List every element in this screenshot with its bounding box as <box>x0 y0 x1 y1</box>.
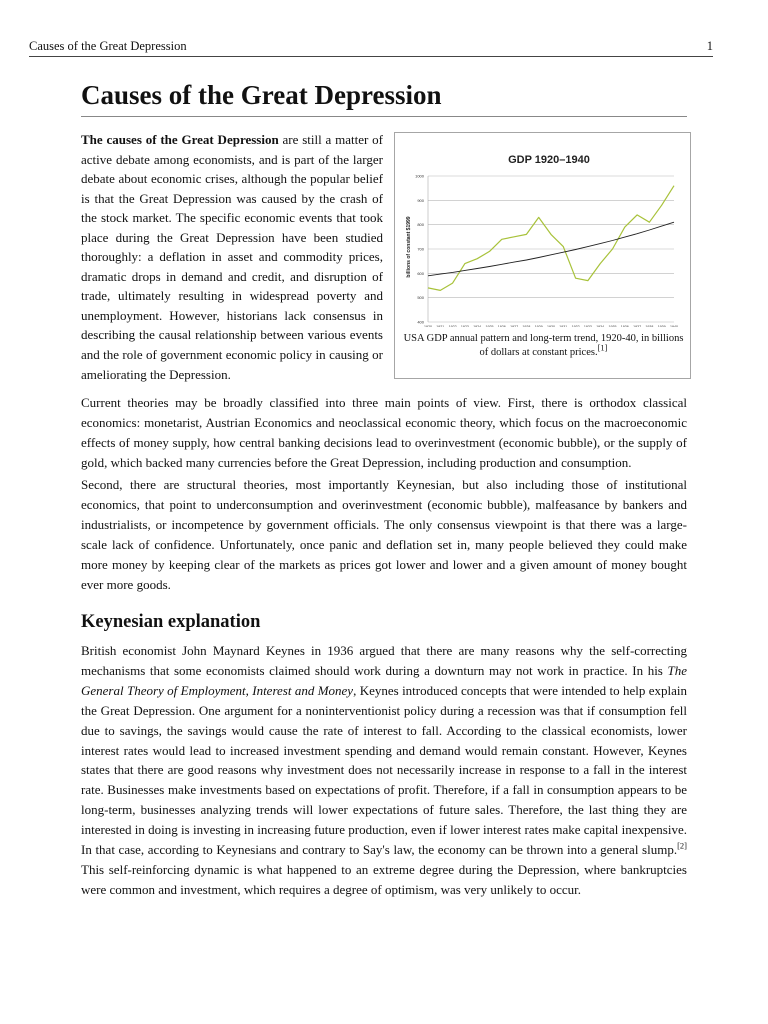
caption-ref-link[interactable]: [1] <box>597 342 608 352</box>
x-tick-label: 1926 <box>497 325 506 327</box>
paragraph-structural: Second, there are structural theories, most importantly Keynesian, but also including those of institutional economics, that point to underconsumption and overinvestment (economic bubble), malfeasance by bankers and industrialists, or incompetence by government officials. The only consensus viewpoint is that there was a large-scale lack of confidence. Unfortunately, once panic and deflation set in, many people believed they could make more money by keeping clear of the markets as prices got lower and lower and a given amount of money bought ever more goods. <box>81 477 687 592</box>
y-tick-label: 800 <box>417 222 424 228</box>
x-tick-label: 1940 <box>670 325 678 327</box>
x-tick-label: 1934 <box>596 325 605 327</box>
x-tick-label: 1932 <box>571 325 580 327</box>
chart-gridlines <box>428 176 674 322</box>
x-tick-label: 1928 <box>522 325 531 327</box>
x-tick-label: 1936 <box>620 325 629 327</box>
y-tick-label: 900 <box>417 197 424 203</box>
gdp-chart <box>399 137 686 327</box>
keynesian-text-2: , Keynes introduced concepts that were intended to help explain the Great Depression. One argument for a noninterventionist policy during a recession was that if consumption fell due to savings, the savings would cause the rate of interest to fall. According to the classical economists, lower interest rates would lead to increased investment spending and demand would remain constant. However, Keynes states that there are good reasons why investment does not necessarily increase in response to a fall in the interest rate. Businesses make investments based on expectations of profit. Therefore, if a fall in consumption appears to be long-term, businesses analyzing trends will lower expectations of future sales. Therefore, the last thing they are interested in doing is investing in increasing future production, even if lower interest rates make capital inexpensive. In that case, according to Keynesians and contrary to Say's law, the economy can be thrown into a general slump. <box>81 682 687 858</box>
y-tick-label: 700 <box>417 246 424 252</box>
chart-y-ticks <box>415 174 425 325</box>
x-tick-label: 1921 <box>436 325 445 327</box>
x-tick-label: 1930 <box>547 325 555 327</box>
paragraph-theories: Current theories may be broadly classified into three main points of view. First, there is orthodox classical economics: monetarist, Austrian Economics and neoclassical economic theory, which focus on the macroeconomic effects of money supply, how central banking decisions lead to overinvestment (economic bubble), or the supply of gold, which backed many currencies before the Great Depression, including production and consumption. <box>81 395 687 470</box>
ref-2-link[interactable]: [2] <box>677 840 687 851</box>
x-tick-label: 1938 <box>645 325 654 327</box>
book-title: The General Theory of Employment, Interest and Money <box>81 662 687 698</box>
y-tick-label: 500 <box>417 295 424 301</box>
y-tick-label: 1000 <box>415 173 424 179</box>
x-tick-label: 1924 <box>473 325 482 327</box>
chart-series <box>428 186 674 291</box>
chart-y-axis-label: billions of constant $1999 <box>406 216 412 278</box>
intro-paragraph <box>81 130 383 384</box>
keynesian-text-1: British economist John Maynard Keynes in 1936 argued that there are many reasons why the self-correcting mechanisms that some economists claimed should work during a downturn may not work in practice. In his <box>81 643 687 678</box>
x-tick-label: 1937 <box>633 325 642 327</box>
page-number: 1 <box>706 39 713 53</box>
caption-text: USA GDP annual pattern and long-term trend, 1920-40, in billions of dollars at constant prices. <box>403 333 684 358</box>
chart-x-ticks <box>424 325 678 327</box>
paragraph-keynesian <box>81 641 687 900</box>
x-tick-label: 1925 <box>485 325 494 327</box>
running-head-title: Causes of the Great Depression <box>29 39 187 53</box>
intro-lead-bold: The causes of the Great Depression <box>81 132 279 147</box>
x-tick-label: 1922 <box>448 325 457 327</box>
x-tick-label: 1933 <box>583 325 592 327</box>
y-tick-label: 400 <box>417 319 424 325</box>
running-head <box>29 38 713 57</box>
intro-text: are still a matter of active debate among economists, and is part of the larger debate about economic crises, although the popular belief is that the Great Depression was caused by the crash of the stock market. The specific economic events that took place during the Great Depression have been studied thoroughly: a deflation in asset and commodity prices, dramatic drops in demand and credit, and disruption of trade, ultimately resulting in widespread poverty and unemployment. However, historians lack consensus in describing the causal relationship between various events and the role of government economic policy in causing or ameliorating the Depression. <box>81 132 383 382</box>
gdp-figure <box>394 132 691 379</box>
chart-title: GDP 1920–1940 <box>508 154 590 166</box>
figure-caption <box>399 332 688 359</box>
x-tick-label: 1935 <box>608 325 617 327</box>
x-tick-label: 1920 <box>424 325 432 327</box>
x-tick-label: 1927 <box>510 325 519 327</box>
x-tick-label: 1931 <box>559 325 568 327</box>
keynesian-text-3: This self-reinforcing dynamic is what happened to an extreme degree during the Depression, where bankruptcies were common and investment, which requires a degree of optimism, was very unlikely to occur. <box>81 861 687 897</box>
page-title: Causes of the Great Depression <box>81 78 687 117</box>
section-heading-keynesian: Keynesian explanation <box>81 612 261 632</box>
x-tick-label: 1923 <box>460 325 469 327</box>
x-tick-label: 1929 <box>534 325 543 327</box>
x-tick-label: 1939 <box>657 325 666 327</box>
gdp-series-line <box>428 186 674 291</box>
y-tick-label: 600 <box>417 270 424 276</box>
